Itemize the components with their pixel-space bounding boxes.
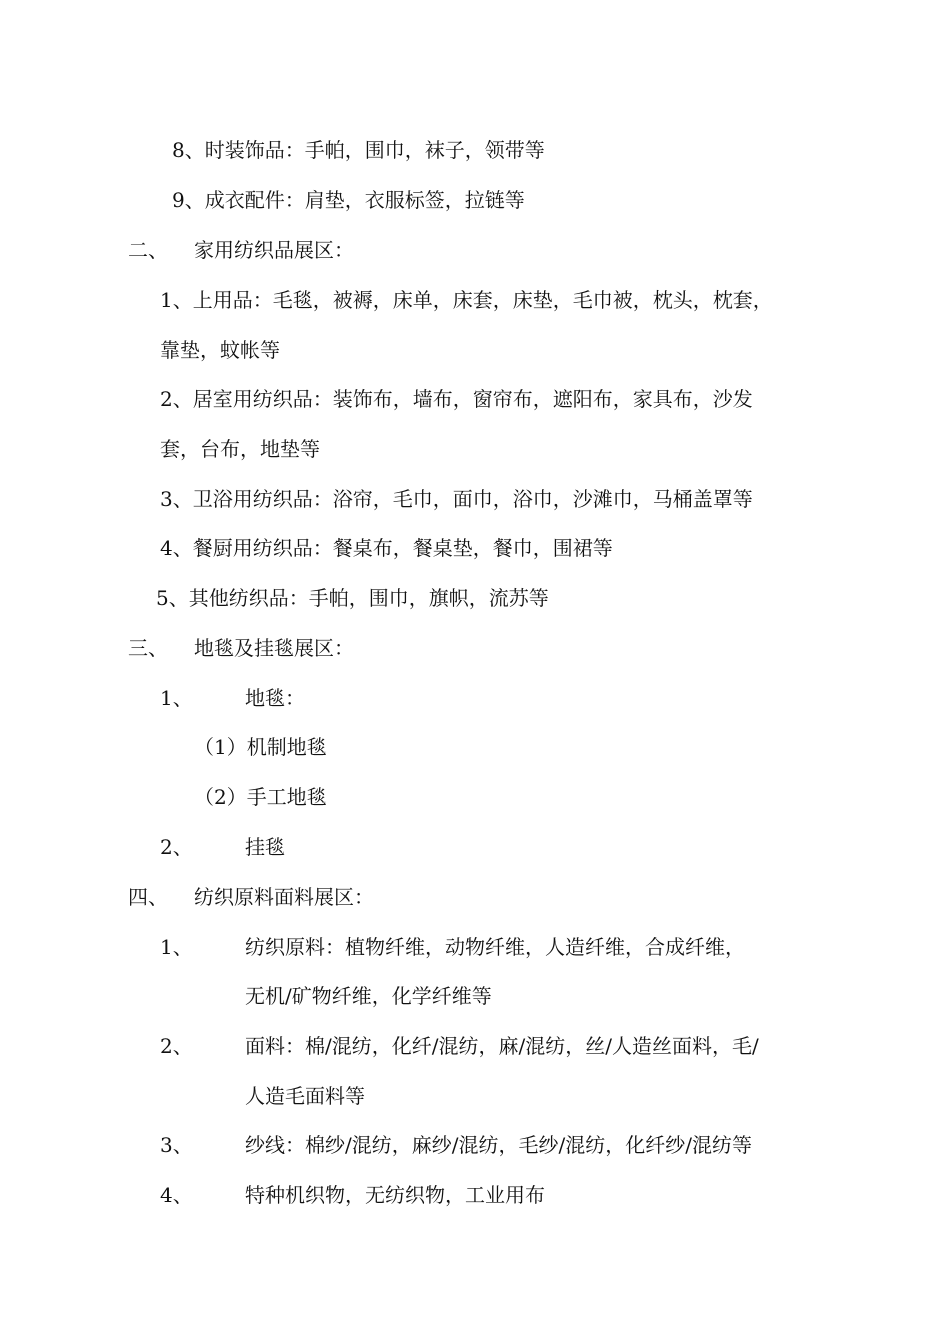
section-title: 地毯及挂毯展区：	[194, 636, 354, 660]
item-text: 面料：棉/混纺，化纤/混纺，麻/混纺，丝/人造丝面料，毛/	[245, 1034, 759, 1058]
section-number: 四、	[128, 885, 168, 909]
item-text: 纱线：棉纱/混纺，麻纱/混纺，毛纱/混纺，化纤纱/混纺等	[245, 1133, 752, 1157]
text-line: 无机/矿物纤维，化学纤维等	[245, 984, 492, 1008]
item-number: 1、	[160, 935, 193, 959]
item-text: 特种机织物，无纺织物，工业用布	[245, 1183, 545, 1207]
text-line: （2）手工地毯	[194, 785, 327, 809]
text-line: 9、成衣配件：肩垫，衣服标签，拉链等	[172, 188, 525, 212]
item-text: 纺织原料：植物纤维，动物纤维，人造纤维，合成纤维，	[245, 935, 745, 959]
item-number: 2、	[160, 1034, 193, 1058]
text-line: 靠垫，蚊帐等	[160, 338, 280, 362]
text-line: （1）机制地毯	[194, 735, 327, 759]
section-title: 纺织原料面料展区：	[194, 885, 374, 909]
text-line: 5、其他纺织品：手帕，围巾，旗帜，流苏等	[156, 586, 549, 610]
text-line: 2、居室用纺织品：装饰布，墙布，窗帘布，遮阳布，家具布，沙发	[160, 387, 753, 411]
item-text: 地毯：	[245, 686, 305, 710]
item-number: 1、	[160, 686, 193, 710]
text-line: 4、餐厨用纺织品：餐桌布，餐桌垫，餐巾，围裙等	[160, 536, 613, 560]
text-line: 1、上用品：毛毯，被褥，床单，床套，床垫，毛巾被，枕头，枕套，	[160, 288, 773, 312]
section-number: 二、	[128, 238, 168, 262]
text-line: 3、卫浴用纺织品：浴帘，毛巾，面巾，浴巾，沙滩巾，马桶盖罩等	[160, 487, 753, 511]
text-line: 套，台布，地垫等	[160, 437, 320, 461]
section-number: 三、	[128, 636, 168, 660]
text-line: 8、时装饰品：手帕，围巾，袜子，领带等	[172, 138, 545, 162]
item-number: 4、	[160, 1183, 193, 1207]
text-line: 人造毛面料等	[245, 1084, 365, 1108]
item-text: 挂毯	[245, 835, 285, 859]
item-number: 2、	[160, 835, 193, 859]
section-title: 家用纺织品展区：	[194, 238, 354, 262]
item-number: 3、	[160, 1133, 193, 1157]
